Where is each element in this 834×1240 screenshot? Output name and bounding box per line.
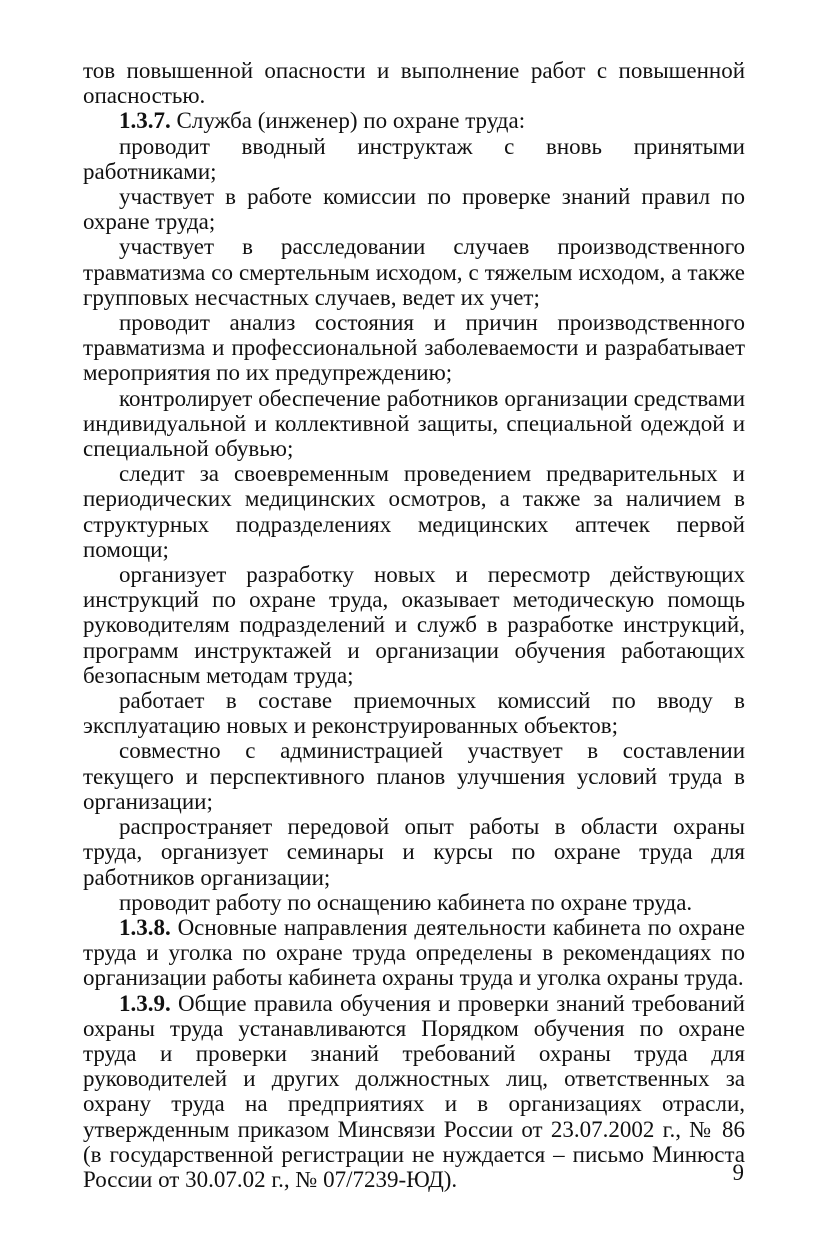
section-number: 1.3.9. bbox=[119, 990, 171, 1016]
section-1-3-9: 1.3.9. Общие правила обучения и проверки знаний требований охраны труда устанавливаются Порядком обучения по охране труда и проверки знаний требований охраны труда для руководителей и других должностных лиц, ответственных за охрану труда на предприятиях и в организациях отрасли, утвержденным приказом Минсвязи России от 23.07.2002 г., № 86 (в государственной регистрации не нуждается – письмо Минюста России от 30.07.02 г., № 07/7239-ЮД). bbox=[83, 990, 745, 1192]
page-number: 9 bbox=[732, 1160, 744, 1185]
list-item: совместно с администрацией участвует в составлении текущего и перспективного планов улучшения условий труда в организации; bbox=[83, 738, 745, 814]
section-1-3-7: 1.3.7. Служба (инженер) по охране труда: bbox=[119, 108, 526, 134]
page-body bbox=[83, 58, 745, 1192]
list-item: участвует в расследовании случаев производственного травматизма со смертельным исходом, с тяжелым исходом, а также групповых несчастных случаев, ведет их учет; bbox=[83, 234, 745, 310]
list-item: следит за своевременным проведением предварительных и периодических медицинских осмотров, а также за наличием в структурных подразделениях медицинских аптечек первой помощи; bbox=[83, 461, 745, 562]
paragraph-continuation: тов повышенной опасности и выполнение работ с повышенной опасностью. bbox=[83, 58, 745, 109]
list-item: проводит анализ состояния и причин производственного травматизма и профессиональной заболеваемости и разрабатывает мероприятия по их предупреждению; bbox=[83, 310, 745, 386]
list-item: организует разработку новых и пересмотр действующих инструкций по охране труда, оказывает методическую помощь руководителям подразделений и служб в разработке инструкций, программ инструктажей и организации обучения работающих безопасным методам труда; bbox=[83, 562, 745, 688]
list-item: проводит работу по оснащению кабинета по охране труда. bbox=[119, 889, 693, 915]
list-item: проводит вводный инструктаж с вновь принятыми работниками; bbox=[83, 133, 745, 184]
section-number: 1.3.7. bbox=[119, 108, 171, 134]
list-item: участвует в работе комиссии по проверке знаний правил по охране труда; bbox=[83, 184, 745, 235]
list-item: контролирует обеспечение работников организации средствами индивидуальной и коллективной защиты, специальной одеждой и специальной обувью; bbox=[83, 385, 745, 462]
list-item: работает в составе приемочных комиссий по вводу в эксплуатацию новых и реконструированных объектов; bbox=[83, 688, 745, 739]
list-item: распространяет передовой опыт работы в области охраны труда, организует семинары и курсы по охране труда для работников организации; bbox=[83, 814, 745, 890]
section-1-3-8: 1.3.8. Основные направления деятельности кабинета по охране труда и уголка по охране труда определены в рекомендациях по организации работы кабинета охраны труда и уголка охраны труда. bbox=[83, 914, 745, 991]
section-number: 1.3.8. bbox=[119, 914, 171, 940]
